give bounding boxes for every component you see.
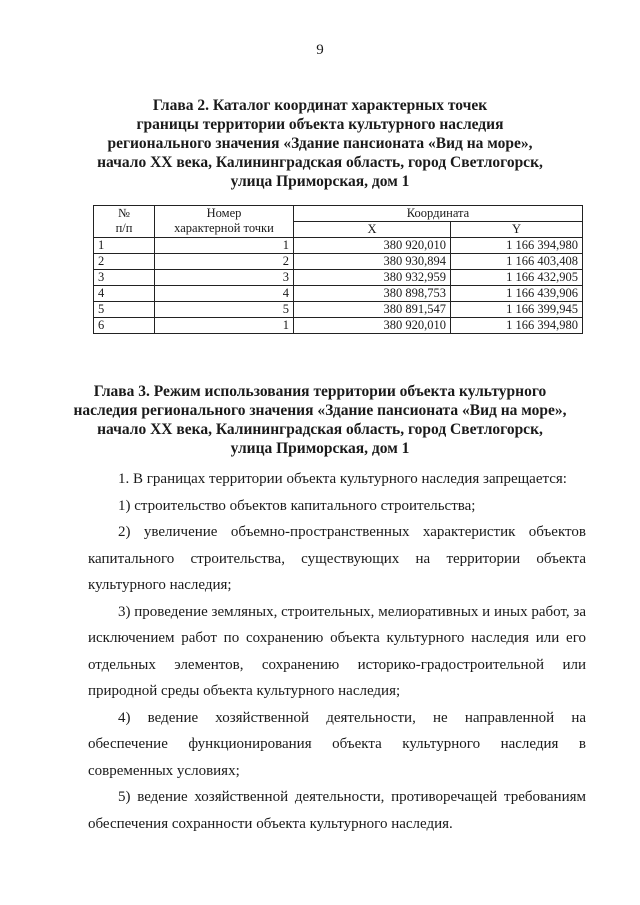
chapter-2-heading-line: границы территории объекта культурного наследия (136, 116, 504, 133)
cell-x: 380 920,010 (294, 238, 451, 254)
cell-y: 1 166 394,980 (451, 238, 583, 254)
paragraph: 2) увеличение объемно-пространственных характеристик объектов капитального строительства, существующих на территории объекта культурного наследия; (88, 524, 586, 593)
cell-y: 1 166 399,945 (451, 302, 583, 318)
cell-y: 1 166 394,980 (451, 318, 583, 334)
chapter-3-heading-line: улица Приморская, дом 1 (230, 440, 410, 457)
header-point (155, 206, 294, 238)
paragraph: 5) ведение хозяйственной деятельности, противоречащей требованиям обеспечения сохранности объекта культурного наследия. (88, 789, 586, 832)
cell-num: 6 (94, 318, 155, 334)
header-y: Y (451, 222, 583, 238)
cell-point: 1 (155, 238, 294, 254)
table-row (94, 286, 583, 302)
paragraph: 1. В границах территории объекта культурного наследия запрещается: (118, 471, 567, 487)
cell-x: 380 920,010 (294, 318, 451, 334)
chapter-3-heading-line: наследия регионального значения «Здание пансионата «Вид на море», (73, 402, 567, 419)
table-row (94, 270, 583, 286)
chapter-3-body (88, 466, 586, 837)
cell-x: 380 898,753 (294, 286, 451, 302)
page-number: 9 (316, 42, 324, 58)
coordinates-table (93, 205, 583, 334)
cell-x: 380 891,547 (294, 302, 451, 318)
paragraph: 4) ведение хозяйственной деятельности, не направленной на обеспечение функционирования объекта культурного наследия в современных условиях; (88, 709, 586, 779)
cell-y: 1 166 403,408 (451, 254, 583, 270)
cell-point: 2 (155, 254, 294, 270)
header-x: X (294, 222, 451, 238)
cell-point: 4 (155, 286, 294, 302)
chapter-2-heading-line: улица Приморская, дом 1 (230, 173, 410, 190)
header-num-line: № (118, 206, 130, 220)
chapter-3-heading (60, 382, 580, 458)
chapter-2-heading-line: начало XX века, Калининградская область, город Светлогорск, (97, 154, 543, 171)
header-point-line: Номер (206, 206, 242, 220)
header-num-line: п/п (115, 221, 133, 235)
cell-num: 3 (94, 270, 155, 286)
cell-x: 380 932,959 (294, 270, 451, 286)
chapter-2-heading (60, 96, 580, 191)
cell-point: 3 (155, 270, 294, 286)
chapter-2-heading-line: регионального значения «Здание пансионата «Вид на море», (107, 135, 533, 152)
header-coordinate: Координата (294, 206, 583, 222)
table-row (94, 318, 583, 334)
cell-x: 380 930,894 (294, 254, 451, 270)
paragraph: 1) строительство объектов капитального строительства; (118, 497, 476, 514)
table-row (94, 254, 583, 270)
cell-num: 4 (94, 286, 155, 302)
header-point-line: характерной точки (174, 221, 274, 235)
table-row (94, 238, 583, 254)
table-row (94, 302, 583, 318)
chapter-3-heading-line: начало XX века, Калининградская область, город Светлогорск, (97, 421, 543, 438)
cell-point: 1 (155, 318, 294, 334)
table-header-row (94, 206, 583, 222)
chapter-2-heading-line: Глава 2. Каталог координат характерных точек (152, 97, 488, 114)
cell-num: 5 (94, 302, 155, 318)
cell-num: 2 (94, 254, 155, 270)
chapter-3-heading-line: Глава 3. Режим использования территории объекта культурного (93, 383, 547, 400)
cell-y: 1 166 439,906 (451, 286, 583, 302)
header-num (94, 206, 155, 238)
cell-y: 1 166 432,905 (451, 270, 583, 286)
cell-point: 5 (155, 302, 294, 318)
paragraph: 3) проведение земляных, строительных, мелиоративных и иных работ, за исключением работ по сохранению объекта культурного наследия или его отдельных элементов, сохранению историко-градостроительной или природной среды объекта культурного наследия; (88, 603, 586, 699)
cell-num: 1 (94, 238, 155, 254)
